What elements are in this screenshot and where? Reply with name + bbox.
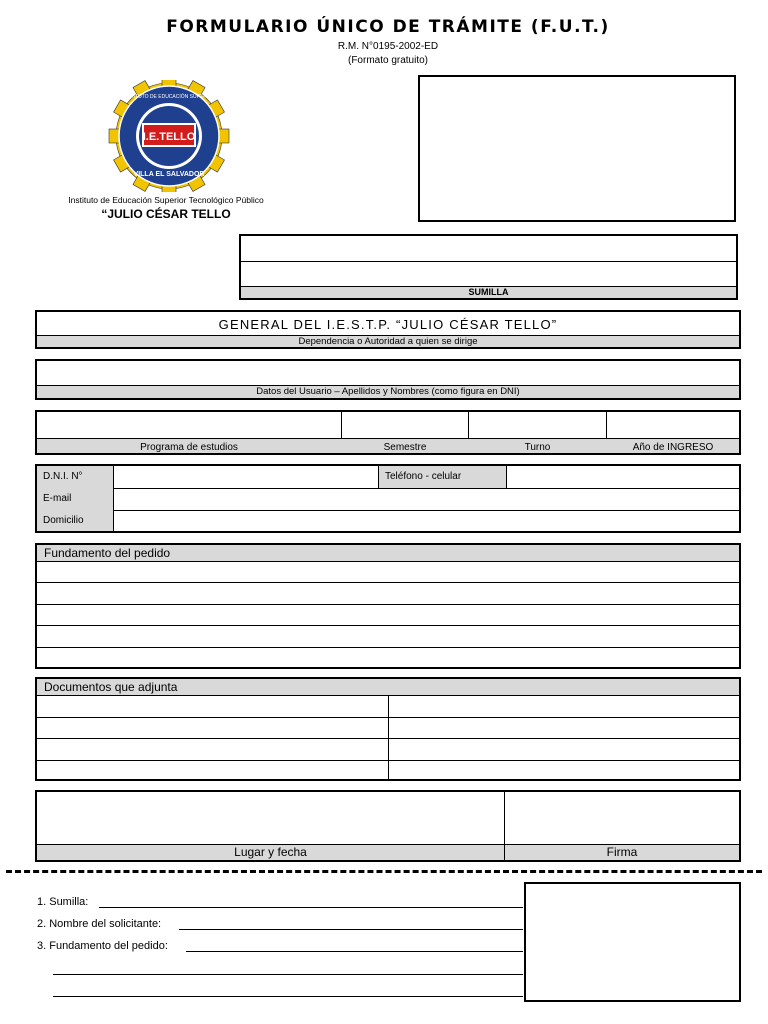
fundamento-section[interactable]: [35, 543, 741, 669]
turno-label: Turno: [524, 442, 551, 453]
semestre-label: Semestre: [383, 442, 427, 453]
email-label: E-mail: [43, 493, 72, 504]
usuario-label: Datos del Usuario – Apellidos y Nombres (como figura en DNI): [37, 386, 739, 398]
cargo-fundamento-label: 3. Fundamento del pedido:: [37, 940, 168, 952]
cargo-sumilla-line[interactable]: [99, 907, 523, 908]
cargo-nombre-label: 2. Nombre del solicitante:: [37, 918, 162, 930]
dependencia-value: GENERAL DEL I.E.S.T.P. “JULIO CÉSAR TELLO”: [218, 317, 558, 332]
documentos-label: Documentos que adjunta: [44, 680, 178, 694]
cargo-fundamento-line[interactable]: [186, 951, 523, 952]
cargo-nombre-line[interactable]: [179, 929, 523, 930]
svg-text:I.E.TELLO: I.E.TELLO: [142, 131, 196, 143]
institution-logo: [108, 80, 230, 192]
sumilla-section[interactable]: [239, 234, 738, 300]
cargo-stamp-box[interactable]: [524, 882, 741, 1002]
svg-text:VILLA EL SALVADOR: VILLA EL SALVADOR: [133, 171, 205, 178]
programa-label: Programa de estudios: [140, 442, 238, 453]
institution-name-bold: “JULIO CÉSAR TELLO: [101, 207, 231, 221]
domicilio-label: Domicilio: [43, 515, 84, 526]
dependencia-section[interactable]: [35, 310, 741, 349]
cut-line: [6, 870, 762, 873]
dependencia-label: Dependencia o Autoridad a quien se dirige: [37, 336, 739, 347]
dni-label: D.N.I. N°: [43, 471, 83, 482]
cargo-line-5[interactable]: [53, 996, 523, 997]
cargo-sumilla-label: 1. Sumilla:: [37, 896, 89, 908]
ingreso-label: Año de INGRESO: [632, 442, 714, 453]
firma-section[interactable]: [35, 790, 741, 862]
lugar-fecha-label: Lugar y fecha: [234, 845, 307, 859]
firma-label: Firma: [606, 845, 638, 859]
contacto-section[interactable]: [35, 464, 741, 533]
form-title: FORMULARIO ÚNICO DE TRÁMITE (F.U.T.): [166, 17, 610, 37]
usuario-section[interactable]: [35, 359, 741, 400]
photo-box[interactable]: [418, 75, 736, 222]
institution-name: Instituto de Educación Superior Tecnológico Público: [68, 195, 264, 205]
format-note: (Formato gratuito): [347, 55, 429, 66]
documentos-section[interactable]: [35, 677, 741, 781]
telefono-label: Teléfono - celular: [385, 471, 462, 482]
cargo-line-4[interactable]: [53, 974, 523, 975]
programa-section[interactable]: [35, 410, 741, 455]
svg-text:INSTITUTO DE EDUCACIÓN SUPERIO: INSTITUTO DE EDUCACIÓN SUPERIOR: [122, 94, 216, 100]
sumilla-label: SUMILLA: [241, 287, 736, 298]
resolution-number: R.M. N°0195-2002-ED: [337, 41, 439, 52]
fundamento-label: Fundamento del pedido: [44, 546, 171, 560]
